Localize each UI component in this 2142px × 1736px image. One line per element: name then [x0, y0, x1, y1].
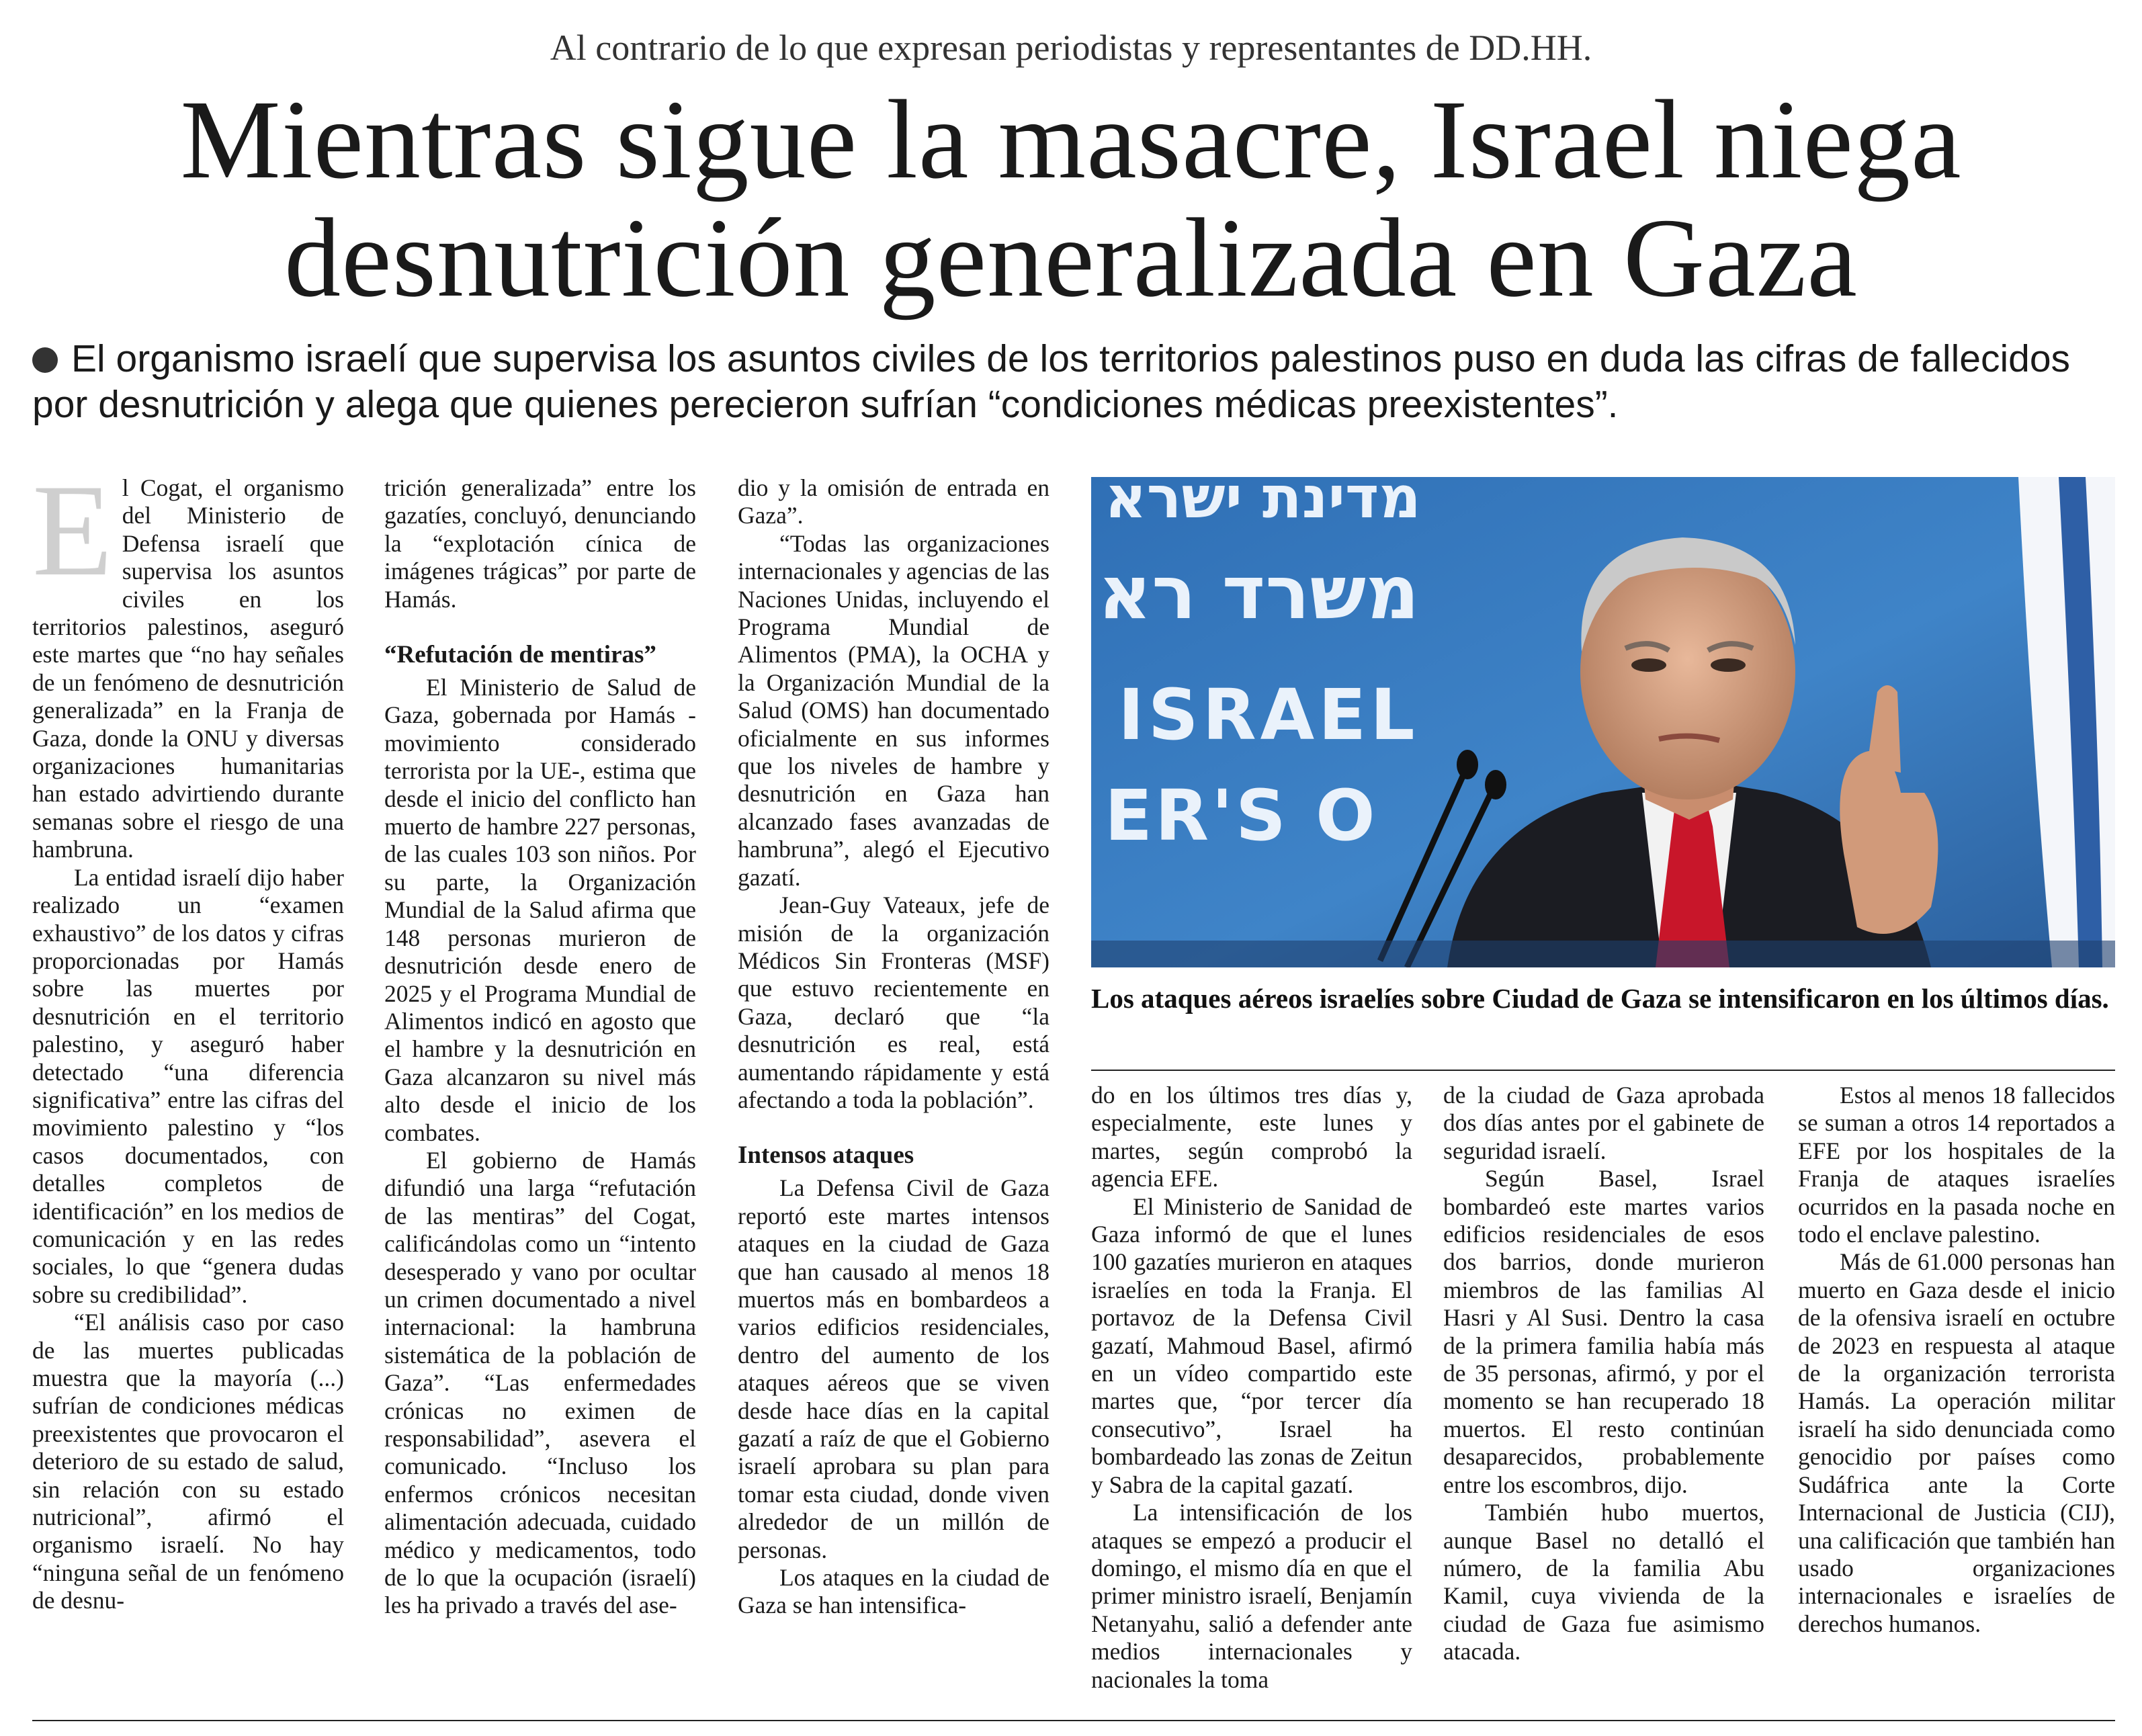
summary-text: El organismo israelí que supervisa los asuntos civiles de los territorios palestinos puso en duda las cifras de fallecidos por desnutrición y alega que quienes perecieron sufrían “condiciones médicas preexistentes”. [32, 337, 2071, 426]
column-3 [738, 474, 1049, 1620]
paragraph: do en los últimos tres días y, especialmente, este lunes y martes, según comprobó la agencia EFE. [1091, 1082, 1412, 1192]
paragraph: El gobierno de Hamás difundió una larga “refutación de las mentiras” del Cogat, calificándolas como un “intento desesperado y vano por ocultar un crimen documentado a nivel internacional: la hambruna sistemática de la población de Gaza”. “Las enfermedades crónicas no eximen de responsabilidad”, asevera el comunicado. “Incluso los enfermos crónicos necesitan alimentación adecuada, cuidado médico y medicamentos, todo de lo que la ocupación (israelí) les ha privado a través del ase- [384, 1146, 696, 1619]
paragraph: “El análisis caso por caso de las muertes publicadas muestra que la mayoría (...) sufrían de condiciones médicas preexistentes que provocaron el deterioro de su estado de salud, sin relación con su estado nutricional”, afirmó el organismo israelí. No hay “ninguna señal de un fenómeno de desnu- [32, 1309, 344, 1614]
headline-line-2: desnutrición generalizada en Gaza [284, 196, 1858, 320]
photo-israel-text: ISRAEL [1118, 674, 1419, 756]
photo-hebrew-text-2: משרד רא [1098, 550, 1420, 636]
paragraph: El Ministerio de Salud de Gaza, gobernada por Hamás -movimiento considerado terrorista por la UE-, estima que desde el inicio del conflicto han muerto de hambre 227 personas, de las cuales 103 son niños. Por su parte, la Organización Mundial de la Salud afirma que 148 personas murieron de desnutrición desde enero de 2025 y el Programa Mundial de Alimentos indicó en agosto que el hambre y la desnutrición en Gaza alcanzaron su nivel más alto desde el inicio de los combates. [384, 674, 696, 1146]
paragraph: También hubo muertos, aunque Basel no detalló el número, de la familia Abu Kamil, cuya vivienda de la ciudad de Gaza fue asimismo atacada. [1443, 1499, 1764, 1665]
paragraph-text: l Cogat, el organismo del Ministerio de Defensa israelí que supervisa los asuntos civiles en los territorios palestinos, aseguró este martes que “no hay señales de un fenómeno de desnutrición generalizada” en la Franja de Gaza, donde la ONU y diversas organizaciones humanitarias han estado advirtiendo durante semanas sobre el riesgo de una hambruna. [32, 474, 344, 863]
divider [1091, 1070, 2115, 1071]
headline-line-1: Mientras sigue la masacre, Israel niega [180, 77, 1962, 202]
drop-cap: E [32, 458, 113, 603]
bullet-icon [32, 347, 58, 373]
photo-illustration [1091, 477, 2115, 967]
paragraph: La Defensa Civil de Gaza reportó este martes intensos ataques en la ciudad de Gaza que han causado al menos 18 muertos más en bombardeos a varios edificios residenciales, dentro del aumento de los ataques aéreos que se viven desde hace días en la capital gazatí a raíz de que el Gobierno israelí aprobara su plan para tomar esta ciudad, donde viven alrededor de un millón de personas. [738, 1174, 1049, 1563]
paragraph: “Todas las organizaciones internacionales y agencias de las Naciones Unidas, incluyendo el Programa Mundial de Alimentos (PMA), la OCHA y la Organización Mundial de la Salud (OMS) han documentado oficialmente en sus informes que los niveles de hambre y desnutrición en Gaza han alcanzado fases avanzadas de hambruna”, alegó el Ejecutivo gazatí. [738, 529, 1049, 891]
bottom-rule [32, 1720, 2115, 1721]
paragraph: La intensificación de los ataques se empezó a producir el domingo, el mismo día en que el primer ministro israelí, Benjamín Netanyahu, salió a defender ante medios internacionales y nacionales la toma [1091, 1499, 1412, 1693]
subheading-intensos-ataques: Intensos ataques [738, 1141, 914, 1170]
paragraph: Estos al menos 18 fallecidos se suman a otros 14 reportados a EFE por los hospitales de la Franja de ataques israelíes ocurridos en la pasada noche en todo el enclave palestino. [1798, 1082, 2115, 1248]
paragraph: El Ministerio de Sanidad de Gaza informó de que el lunes 100 gazatíes murieron en ataques israelíes en toda la Franja. El portavoz de la Defensa Civil gazatí, Mahmoud Basel, afirmó en un vídeo compartido este martes que, “por tercer día consecutivo”, Israel ha bombardeado las zonas de Zeitun y Sabra de la capital gazatí. [1091, 1192, 1412, 1498]
paragraph: dio y la omisión de entrada en Gaza”. [738, 474, 1049, 529]
paragraph [32, 458, 344, 864]
column-4 [1091, 1082, 1412, 1694]
column-5 [1443, 1082, 1764, 1666]
paragraph: Los ataques en la ciudad de Gaza se han intensifica- [738, 1564, 1049, 1619]
paragraph: Según Basel, Israel bombardeó este martes varios edificios residenciales de esos dos barrios, donde murieron miembros de las familias Al Hasri y Al Susi. Dentro la casa de la primera familia había más de 35 personas, afirmó, y por el momento se han recuperado 18 muertos. El resto continúan desaparecidos, probablemente entre los escombros, dijo. [1443, 1165, 1764, 1498]
headline [40, 77, 2102, 320]
column-2 [384, 474, 696, 1620]
kicker: Al contrario de lo que expresan periodistas y representantes de DD.HH. [550, 28, 1592, 68]
paragraph: trición generalizada” entre los gazatíes, concluyó, denunciando la “explotación cínica de imágenes trágicas” por parte de Hamás. [384, 474, 696, 613]
subheading-refutacion: “Refutación de mentiras” [384, 641, 656, 669]
photo-ers-text: ER'S O [1105, 775, 1378, 857]
paragraph: Más de 61.000 personas han muerto en Gaza desde el inicio de la ofensiva israelí en octubre de 2023 en respuesta al ataque de la organización terrorista Hamás. La operación militar israelí ha sido denunciada como genocidio por países como Sudáfrica ante la Corte Internacional de Justicia (CIJ), una calificación que también han usado organizaciones internacionales e israelíes de derechos humanos. [1798, 1248, 2115, 1637]
summary [32, 336, 2110, 427]
photo-caption: Los ataques aéreos israelíes sobre Ciudad de Gaza se intensificaron en los últimos días. [1091, 983, 2109, 1014]
paragraph: La entidad israelí dijo haber realizado un “examen exhaustivo” de los datos y cifras proporcionadas por Hamás sobre las muertes por desnutrición en el territorio palestino, y aseguró haber detectado “una diferencia significativa” entre las cifras del movimiento palestino y “los casos documentados, con detalles completos de identificación” en los medios de comunicación y en las redes sociales, lo que “genera dudas sobre su credibilidad”. [32, 863, 344, 1308]
paragraph: Jean-Guy Vateaux, jefe de misión de la organización Médicos Sin Fronteras (MSF) que estuvo recientemente en Gaza, declaró que “la desnutrición es real, está aumentando rápidamente y está afectando a toda la población”. [738, 892, 1049, 1113]
paragraph: de la ciudad de Gaza aprobada dos días antes por el gabinete de seguridad israelí. [1443, 1082, 1764, 1164]
column-6 [1798, 1082, 2115, 1638]
news-photo [1091, 477, 2115, 967]
column-1 [32, 458, 344, 1615]
photo-hebrew-text-1: מדינת ישרא [1105, 477, 1421, 531]
